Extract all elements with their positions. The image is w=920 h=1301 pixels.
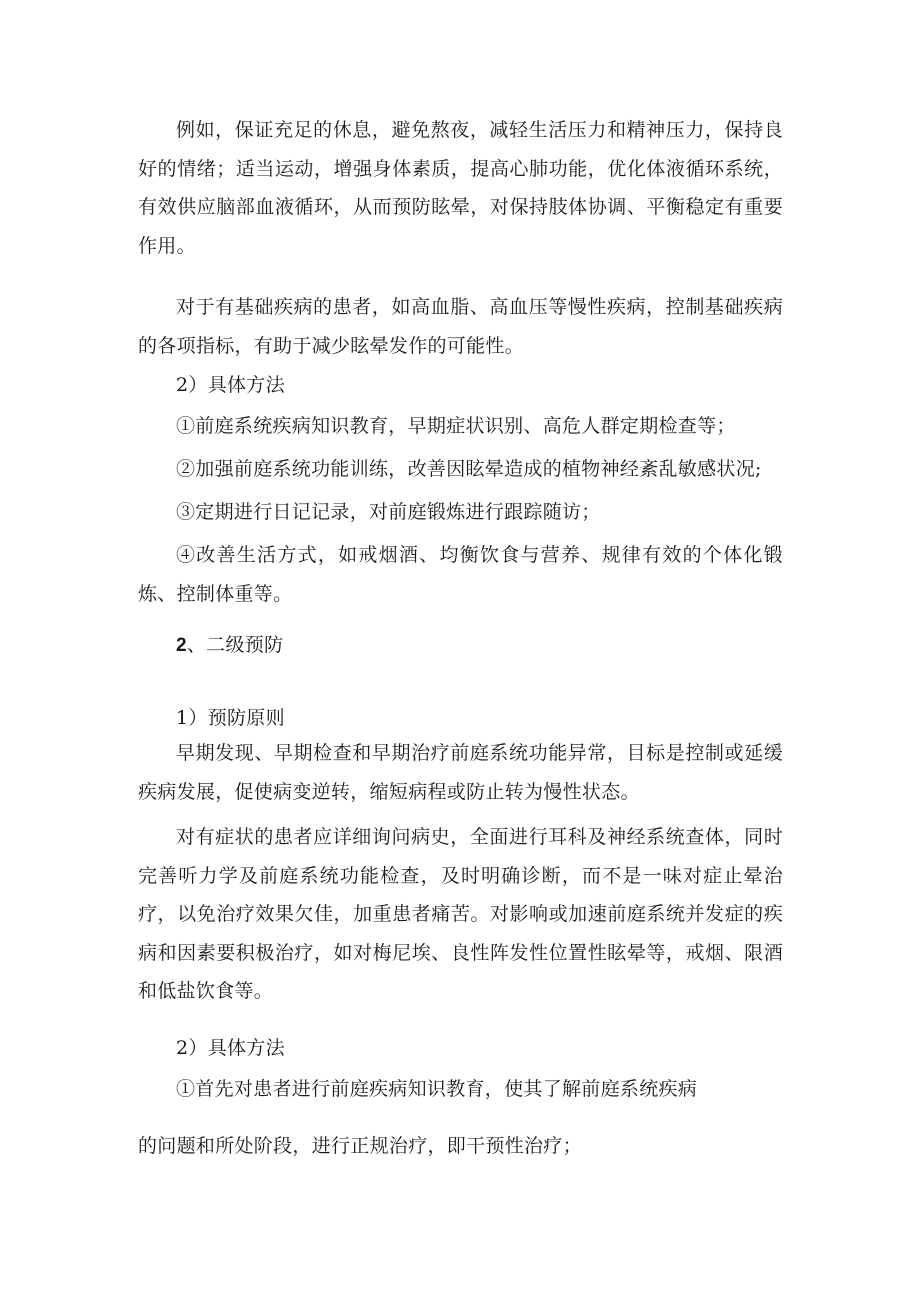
section-title: 、二级预防 (186, 634, 284, 656)
list-item-1: ①前庭系统疾病知识教育，早期症状识别、高危人群定期检查等； (176, 415, 736, 437)
paragraph-underlying-disease: 对于有基础疾病的患者，如高血脂、高血压等慢性疾病，控制基础疾病的各项指标，有助于减少眩晕发作的可能性。 (138, 296, 783, 357)
paragraph-lifestyle: 例如，保证充足的休息，避免熬夜，减轻生活压力和精神压力，保持良好的情绪；适当运动，增强身体素质，提高心肺功能，优化体液循环系统，有效供应脑部血液循环，从而预防眩晕，对保持肢体协调、平衡稳定有重要作用。 (138, 119, 783, 257)
paragraph-symptomatic-patients: 对有症状的患者应详细询问病史，全面进行耳科及神经系统查体，同时完善听力学及前庭系统功能检查，及时明确诊断，而不是一味对症止晕治疗，以免治疗效果欠佳，加重患者痛苦。对影响或加速前庭系统并发症的疾病和因素要积极治疗，如对梅尼埃、良性阵发性位置性眩晕等，戒烟、限酒和低盐饮食等。 (138, 826, 783, 1002)
list-item-2: ②加强前庭系统功能训练，改善因眩晕造成的植物神经紊乱敏感状况; (176, 458, 762, 480)
section-heading-secondary-prevention (176, 626, 283, 666)
list-item-education-line1: ①首先对患者进行前庭疾病知识教育，使其了解前庭系统疾病 (176, 1078, 698, 1100)
section-number: 2 (176, 635, 187, 656)
paragraph-early-detection: 早期发现、早期检查和早期治疗前庭系统功能异常，目标是控制或延缓疾病发展，促使病变逆转，缩短病程或防止转为慢性状态。 (138, 742, 783, 803)
list-item-3: ③定期进行日记记录，对前庭锻炼进行跟踪随访； (176, 501, 601, 523)
subheading-specific-methods: 2）具体方法 (176, 374, 285, 396)
subheading-specific-methods-2: 2）具体方法 (176, 1037, 285, 1059)
subheading-prevention-principle: 1）预防原则 (176, 707, 285, 729)
list-item-4: ④改善生活方式，如戒烟酒、均衡饮食与营养、规律有效的个体化锻炼、控制体重等。 (138, 544, 783, 605)
list-item-education-line2: 的问题和所处阶段，进行正规治疗，即干预性治疗； (138, 1135, 582, 1157)
